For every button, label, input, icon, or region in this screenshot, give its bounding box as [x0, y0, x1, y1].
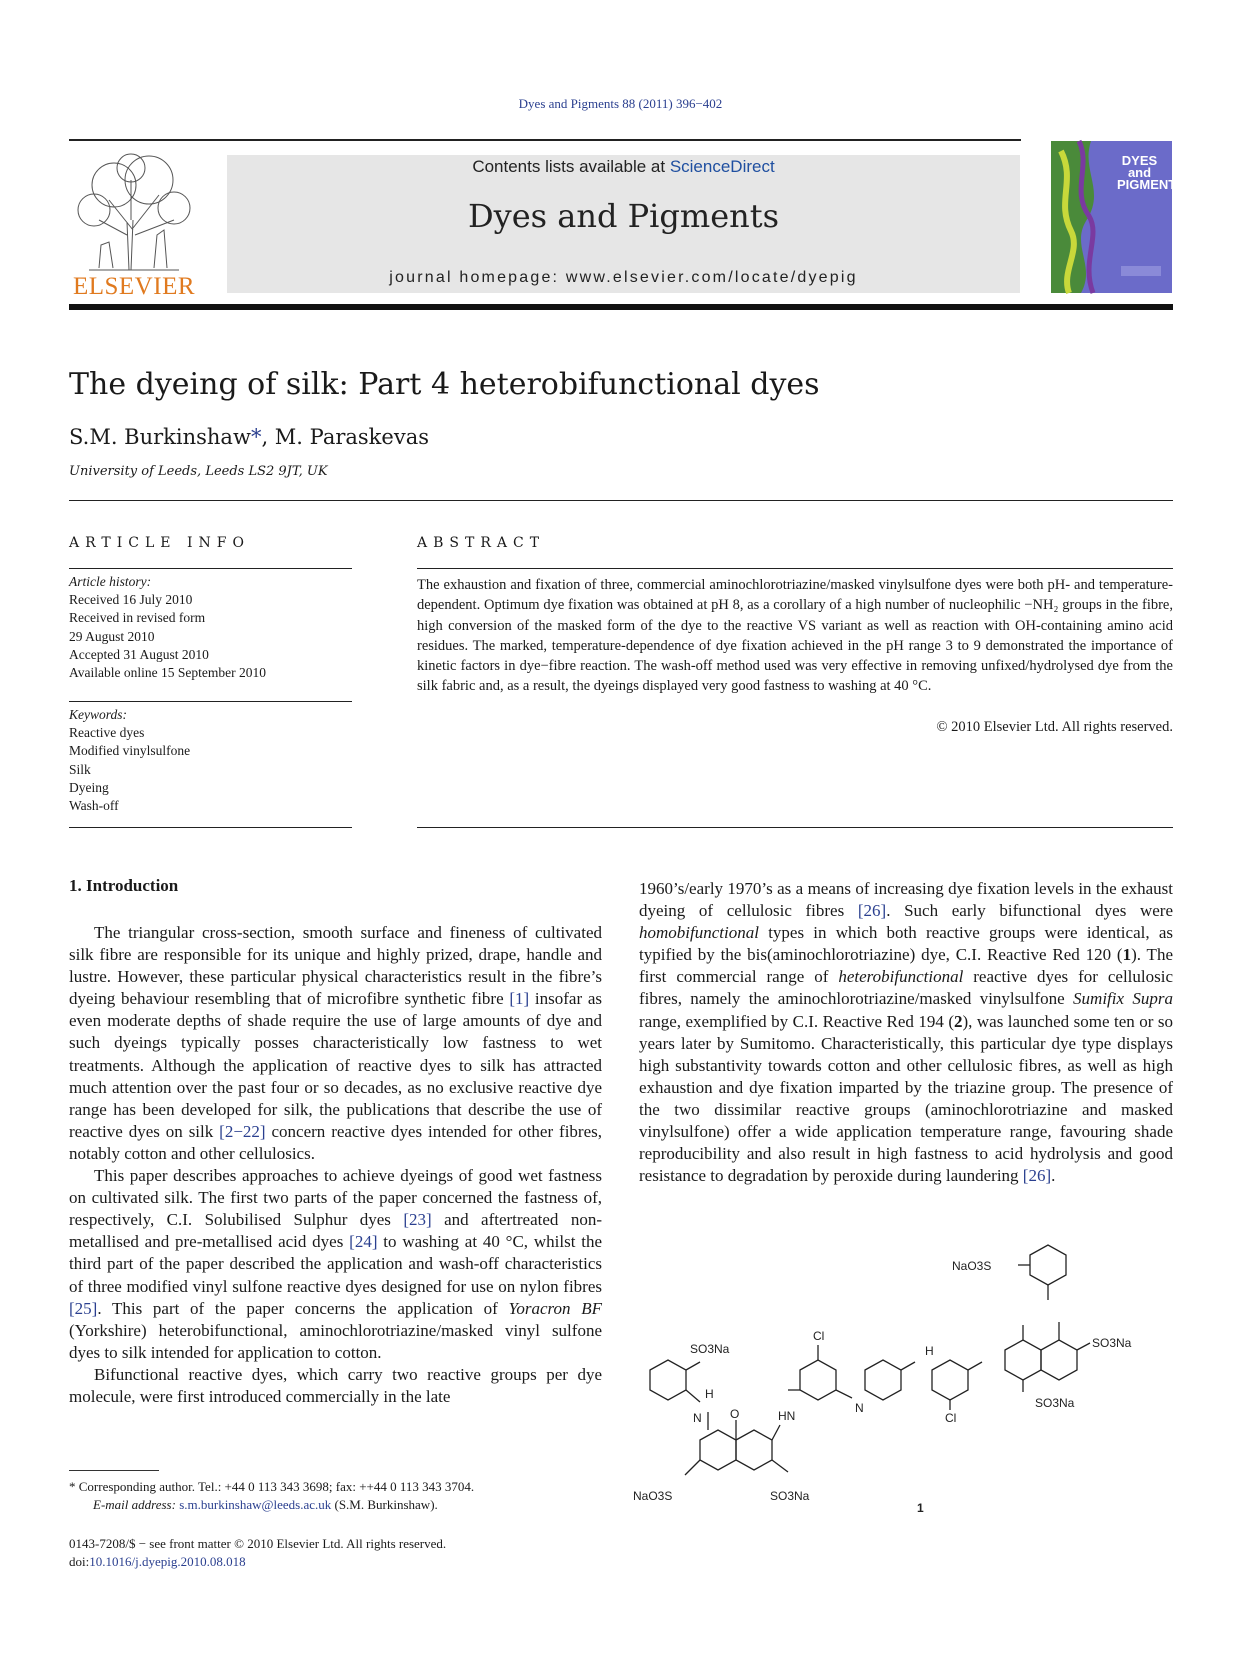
atom-label: H: [925, 1344, 934, 1358]
email-suffix: (S.M. Burkinshaw).: [331, 1497, 438, 1512]
text: insofar as even moderate depths of shade require the use of large amounts of dye and such dyeings typically posses characteristically low fastness to wet treatments. Although the application of reactive dyes to silk has attracted much attention over the past four or so decades, as no exclusive reactive dye range has been developed for silk, the publications that describe the use of reactive dyes on silk: [69, 989, 602, 1141]
journal-title: Dyes and Pigments: [467, 197, 780, 235]
header-top-rule: [69, 139, 1021, 141]
doi-line: [69, 1553, 446, 1571]
triazine-ring: [932, 1360, 968, 1400]
abstract-rule: [417, 568, 1173, 569]
text: ), was launched some ten or so years later by Sumitomo. Characteristically, this particular dye type displays high substantivity towards cotton and other cellulosic fibres, as well as high exhaustion and dye fixation imparted by the triazine group. The presence of the two dissimilar reactive groups (aminochlorotriazine and masked vinylsulfone) offer a wide application temperature range, favouring shade reproducibility and also result in high fastness to acid hydrolysis and good resistance to degradation by peroxide during laundering: [639, 1011, 1173, 1186]
citation-link[interactable]: [2−22]: [219, 1121, 266, 1141]
text-italic: Sumifix Supra: [1073, 989, 1174, 1009]
text: The triangular cross-section, smooth surface and fineness of cultivated silk fibre are responsible for its unique and highly prized, drape, handle and lustre. However, these particular physical characteristics result in the fibre’s dyeing behaviour resembling that of microfibre synthetic fibre: [69, 923, 602, 1009]
atom-label: Cl: [945, 1411, 957, 1425]
paragraph: [69, 1165, 602, 1364]
atom-label: N: [855, 1401, 864, 1415]
text: (Yorkshire) heterobifunctional, aminochlorotriazine/masked vinyl sulfone dyes to silk intended for application to cotton.: [69, 1320, 602, 1362]
text: reactive dyes for cellulosic fibres, namely the aminochlorotriazine/masked vinylsulfone: [639, 967, 1173, 1009]
header-bottom-rule: [69, 304, 1173, 310]
text: and aftertreated non-metallised and pre-metallised acid dyes: [69, 1210, 602, 1252]
citation-link[interactable]: [26]: [1022, 1166, 1052, 1186]
footnote: [69, 1478, 609, 1514]
atom-label: HN: [778, 1409, 796, 1423]
info-bottom-rule: [69, 827, 352, 828]
group-label: NaO3S: [952, 1259, 992, 1273]
text: . Such early bifunctional dyes were: [886, 901, 1174, 921]
text: to washing at 40 °C, whilst the third part of the paper described the application and wash-off characteristics of three modified vinyl sulfone reactive dyes designed for use on nylon fibres: [69, 1232, 602, 1296]
naphthalene-ring: [1005, 1340, 1041, 1380]
abstract-copyright: © 2010 Elsevier Ltd. All rights reserved.: [936, 719, 1173, 735]
citation-link[interactable]: [24]: [349, 1232, 378, 1252]
benzene-ring: [1030, 1245, 1066, 1285]
affiliation: University of Leeds, Leeds LS2 9JT, UK: [69, 464, 328, 479]
keyword: Reactive dyes: [69, 725, 145, 741]
group-label: SO3Na: [690, 1342, 730, 1356]
text-italic: homobifunctional: [639, 923, 759, 943]
text: range, exemplified by C.I. Reactive Red 194 (: [639, 1011, 955, 1031]
paragraph: [69, 922, 602, 1165]
group-label: NaO3S: [633, 1489, 673, 1503]
chemical-structure-1: [630, 1240, 1175, 1515]
journal-homepage[interactable]: journal homepage: www.elsevier.com/locate/dyepig: [389, 269, 858, 286]
naphthalene-ring: [1041, 1340, 1077, 1380]
journal-banner: [227, 155, 1020, 293]
issn-block: [69, 1535, 446, 1571]
doi-label: doi:: [69, 1554, 90, 1569]
history-item: Received 16 July 2010: [69, 592, 193, 608]
contents-line: [227, 157, 1020, 177]
atom-label: H: [705, 1387, 714, 1401]
history-item: Accepted 31 August 2010: [69, 646, 209, 662]
keyword: Wash-off: [69, 798, 119, 814]
article-info-heading: ARTICLE INFO: [69, 535, 250, 551]
keywords: [69, 706, 352, 815]
email-link[interactable]: s.m.burkinshaw@leeds.ac.uk: [179, 1497, 332, 1512]
naphthalene-ring: [736, 1430, 772, 1470]
author-list: [69, 425, 429, 449]
paragraph: [639, 878, 1173, 1187]
text: This paper describes approaches to achieve dyeings of good wet fastness on cultivated silk. The first two parts of the paper concerned the fastness of, respectively, C.I. Solubilised Sulphur dyes: [69, 1166, 602, 1230]
right-column: [639, 878, 1173, 1187]
footnote-text: Corresponding author. Tel.: +44 0 113 343 3698; fax: ++44 0 113 343 3704.: [75, 1479, 475, 1494]
keywords-label: Keywords:: [69, 707, 127, 722]
section-heading: 1. Introduction: [69, 876, 179, 895]
compound-number: 1: [1122, 945, 1132, 965]
abstract-text: The exhaustion and fixation of three, commercial aminochlorotriazine/masked vinylsulfone dyes were both pH- and temperature-dependent. Optimum dye fixation was obtained at pH 8, as a corollary of a high number of nucleophilic −NH₂ groups in the fibre, high conversion of the masked form of the dye to the reactive VS variant as well as reaction with OH-containing amino acid residues. The marked, temperature-dependence of dye fixation achieved in the pH range 3 to 9 demonstrated the importance of kinetic factors in dye−fibre reaction. The wash-off method used was very effective in removing unfixed/hydrolysed dye from the silk fabric and, as a result, the dyeings displayed very good fastness to washing at 40 °C.: [417, 577, 1173, 695]
left-column: [69, 922, 602, 1408]
abstract-heading: ABSTRACT: [417, 535, 546, 551]
atom-label: O: [730, 1407, 740, 1421]
article-info-rule: [69, 568, 352, 569]
group-label: SO3Na: [770, 1489, 810, 1503]
citation-link[interactable]: [1]: [509, 989, 530, 1009]
keyword: Dyeing: [69, 779, 109, 795]
paragraph: [69, 1364, 602, 1408]
article-title: The dyeing of silk: Part 4 heterobifunctional dyes: [69, 367, 820, 402]
text: . This part of the paper concerns the application of: [97, 1298, 509, 1318]
issn-line: 0143-7208/$ − see front matter © 2010 Elsevier Ltd. All rights reserved.: [69, 1536, 447, 1551]
citation-link[interactable]: [26]: [857, 901, 887, 921]
email-label: E-mail address:: [93, 1497, 180, 1512]
text-italic: heterobifunctional: [838, 967, 964, 987]
benzene-ring: [865, 1360, 901, 1400]
benzene-ring: [650, 1360, 686, 1400]
author-1[interactable]: S.M. Burkinshaw: [69, 425, 251, 449]
history-label: Article history:: [69, 574, 152, 589]
triazine-ring: [800, 1360, 836, 1400]
text: concern reactive dyes intended for other fibres, notably cotton and other cellulosics.: [69, 1121, 602, 1163]
elsevier-wordmark[interactable]: ELSEVIER: [72, 273, 196, 300]
keyword: Silk: [69, 761, 91, 777]
journal-citation[interactable]: Dyes and Pigments 88 (2011) 396−402: [518, 96, 723, 111]
title-separator: [69, 500, 1173, 501]
text: types in which both reactive groups were identical, as typified by the bis(aminochlorotriazine) dye, C.I. Reactive Red 120 (: [639, 923, 1173, 965]
structure-number: 1: [917, 1501, 924, 1515]
text-italic: Yoracron BF: [508, 1298, 602, 1318]
doi-link[interactable]: 10.1016/j.dyepig.2010.08.018: [89, 1554, 246, 1569]
corresponding-star[interactable]: *: [250, 425, 262, 449]
text: Bifunctional reactive dyes, which carry two reactive groups per dye molecule, were first introduced commercially in the late: [69, 1364, 602, 1406]
article-history: [69, 573, 352, 682]
compound-number: 2: [954, 1011, 963, 1031]
footnote-rule: [69, 1470, 159, 1471]
text: .: [1051, 1166, 1056, 1186]
contents-prefix: Contents lists available at: [472, 157, 670, 176]
sciencedirect-link[interactable]: ScienceDirect: [669, 157, 775, 176]
email-line: [69, 1496, 609, 1514]
citation-link[interactable]: [25]: [69, 1298, 98, 1318]
keyword: Modified vinylsulfone: [69, 743, 191, 759]
keywords-rule: [69, 701, 352, 702]
history-item: Available online 15 September 2010: [69, 665, 266, 681]
citation-link[interactable]: [23]: [403, 1210, 432, 1230]
author-2[interactable]: , M. Paraskevas: [261, 425, 429, 449]
abstract-bottom-rule: [417, 827, 1173, 828]
atom-label: Cl: [813, 1329, 825, 1343]
structure-drawing: [630, 1240, 1175, 1515]
footnote-star: *: [69, 1479, 76, 1494]
group-label: SO3Na: [1035, 1396, 1075, 1410]
corresponding-note: [69, 1478, 609, 1496]
text: ). The first commercial range of: [639, 945, 1173, 987]
history-item: Received in revised form: [69, 610, 206, 626]
journal-cover[interactable]: [1051, 141, 1185, 293]
history-item: 29 August 2010: [69, 628, 155, 644]
text: 1960’s/early 1970’s as a means of increasing dye fixation levels in the exhaust dyeing of cellulosic fibres: [639, 879, 1173, 921]
cover-title: DYES and PIGMENTS: [1117, 153, 1185, 192]
atom-label: N: [693, 1411, 702, 1425]
group-label: SO3Na: [1092, 1336, 1132, 1350]
naphthalene-ring: [700, 1430, 736, 1470]
